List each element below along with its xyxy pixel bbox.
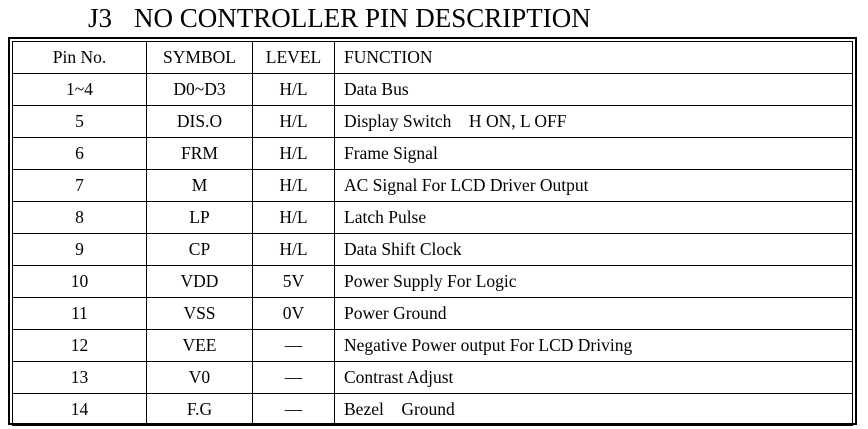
pin-cell: 9 bbox=[13, 234, 147, 266]
table-row bbox=[13, 170, 853, 202]
symbol-cell: VEE bbox=[147, 330, 253, 362]
pin-cell: 7 bbox=[13, 170, 147, 202]
level-cell: H/L bbox=[253, 106, 335, 138]
table-row bbox=[13, 394, 853, 426]
table-row bbox=[13, 266, 853, 298]
title-id: J3 bbox=[88, 3, 113, 33]
pin-cell: 10 bbox=[13, 266, 147, 298]
page-title bbox=[88, 1, 591, 35]
table-row bbox=[13, 330, 853, 362]
symbol-cell: FRM bbox=[147, 138, 253, 170]
header-function: FUNCTION bbox=[335, 42, 853, 74]
symbol-cell: CP bbox=[147, 234, 253, 266]
title-text: NO CONTROLLER PIN DESCRIPTION bbox=[134, 3, 591, 33]
table-row bbox=[13, 106, 853, 138]
function-cell: Power Supply For Logic bbox=[335, 266, 853, 298]
pin-table-frame bbox=[8, 37, 857, 425]
function-cell: Bezel Ground bbox=[335, 394, 853, 426]
function-cell: Data Shift Clock bbox=[335, 234, 853, 266]
pin-cell: 11 bbox=[13, 298, 147, 330]
header-pin-no: Pin No. bbox=[13, 42, 147, 74]
function-cell: Display Switch H ON, L OFF bbox=[335, 106, 853, 138]
level-cell: H/L bbox=[253, 234, 335, 266]
level-cell: — bbox=[253, 330, 335, 362]
level-cell: — bbox=[253, 362, 335, 394]
symbol-cell: D0~D3 bbox=[147, 74, 253, 106]
table-row bbox=[13, 234, 853, 266]
level-cell: H/L bbox=[253, 138, 335, 170]
function-cell: Data Bus bbox=[335, 74, 853, 106]
symbol-cell: M bbox=[147, 170, 253, 202]
pin-cell: 13 bbox=[13, 362, 147, 394]
table-row bbox=[13, 202, 853, 234]
pin-cell: 1~4 bbox=[13, 74, 147, 106]
level-cell: H/L bbox=[253, 74, 335, 106]
pin-cell: 12 bbox=[13, 330, 147, 362]
pin-cell: 14 bbox=[13, 394, 147, 426]
symbol-cell: VDD bbox=[147, 266, 253, 298]
header-row bbox=[13, 42, 853, 74]
table-row bbox=[13, 298, 853, 330]
table-row bbox=[13, 74, 853, 106]
function-cell: Latch Pulse bbox=[335, 202, 853, 234]
header-level: LEVEL bbox=[253, 42, 335, 74]
function-cell: Negative Power output For LCD Driving bbox=[335, 330, 853, 362]
symbol-cell: DIS.O bbox=[147, 106, 253, 138]
pin-cell: 5 bbox=[13, 106, 147, 138]
symbol-cell: LP bbox=[147, 202, 253, 234]
function-cell: AC Signal For LCD Driver Output bbox=[335, 170, 853, 202]
pin-description-table bbox=[12, 41, 853, 426]
symbol-cell: F.G bbox=[147, 394, 253, 426]
level-cell: 5V bbox=[253, 266, 335, 298]
level-cell: H/L bbox=[253, 202, 335, 234]
level-cell: H/L bbox=[253, 170, 335, 202]
symbol-cell: V0 bbox=[147, 362, 253, 394]
function-cell: Power Ground bbox=[335, 298, 853, 330]
level-cell: 0V bbox=[253, 298, 335, 330]
level-cell: — bbox=[253, 394, 335, 426]
function-cell: Frame Signal bbox=[335, 138, 853, 170]
pin-cell: 6 bbox=[13, 138, 147, 170]
table-row bbox=[13, 362, 853, 394]
function-cell: Contrast Adjust bbox=[335, 362, 853, 394]
symbol-cell: VSS bbox=[147, 298, 253, 330]
header-symbol: SYMBOL bbox=[147, 42, 253, 74]
pin-cell: 8 bbox=[13, 202, 147, 234]
table-row bbox=[13, 138, 853, 170]
